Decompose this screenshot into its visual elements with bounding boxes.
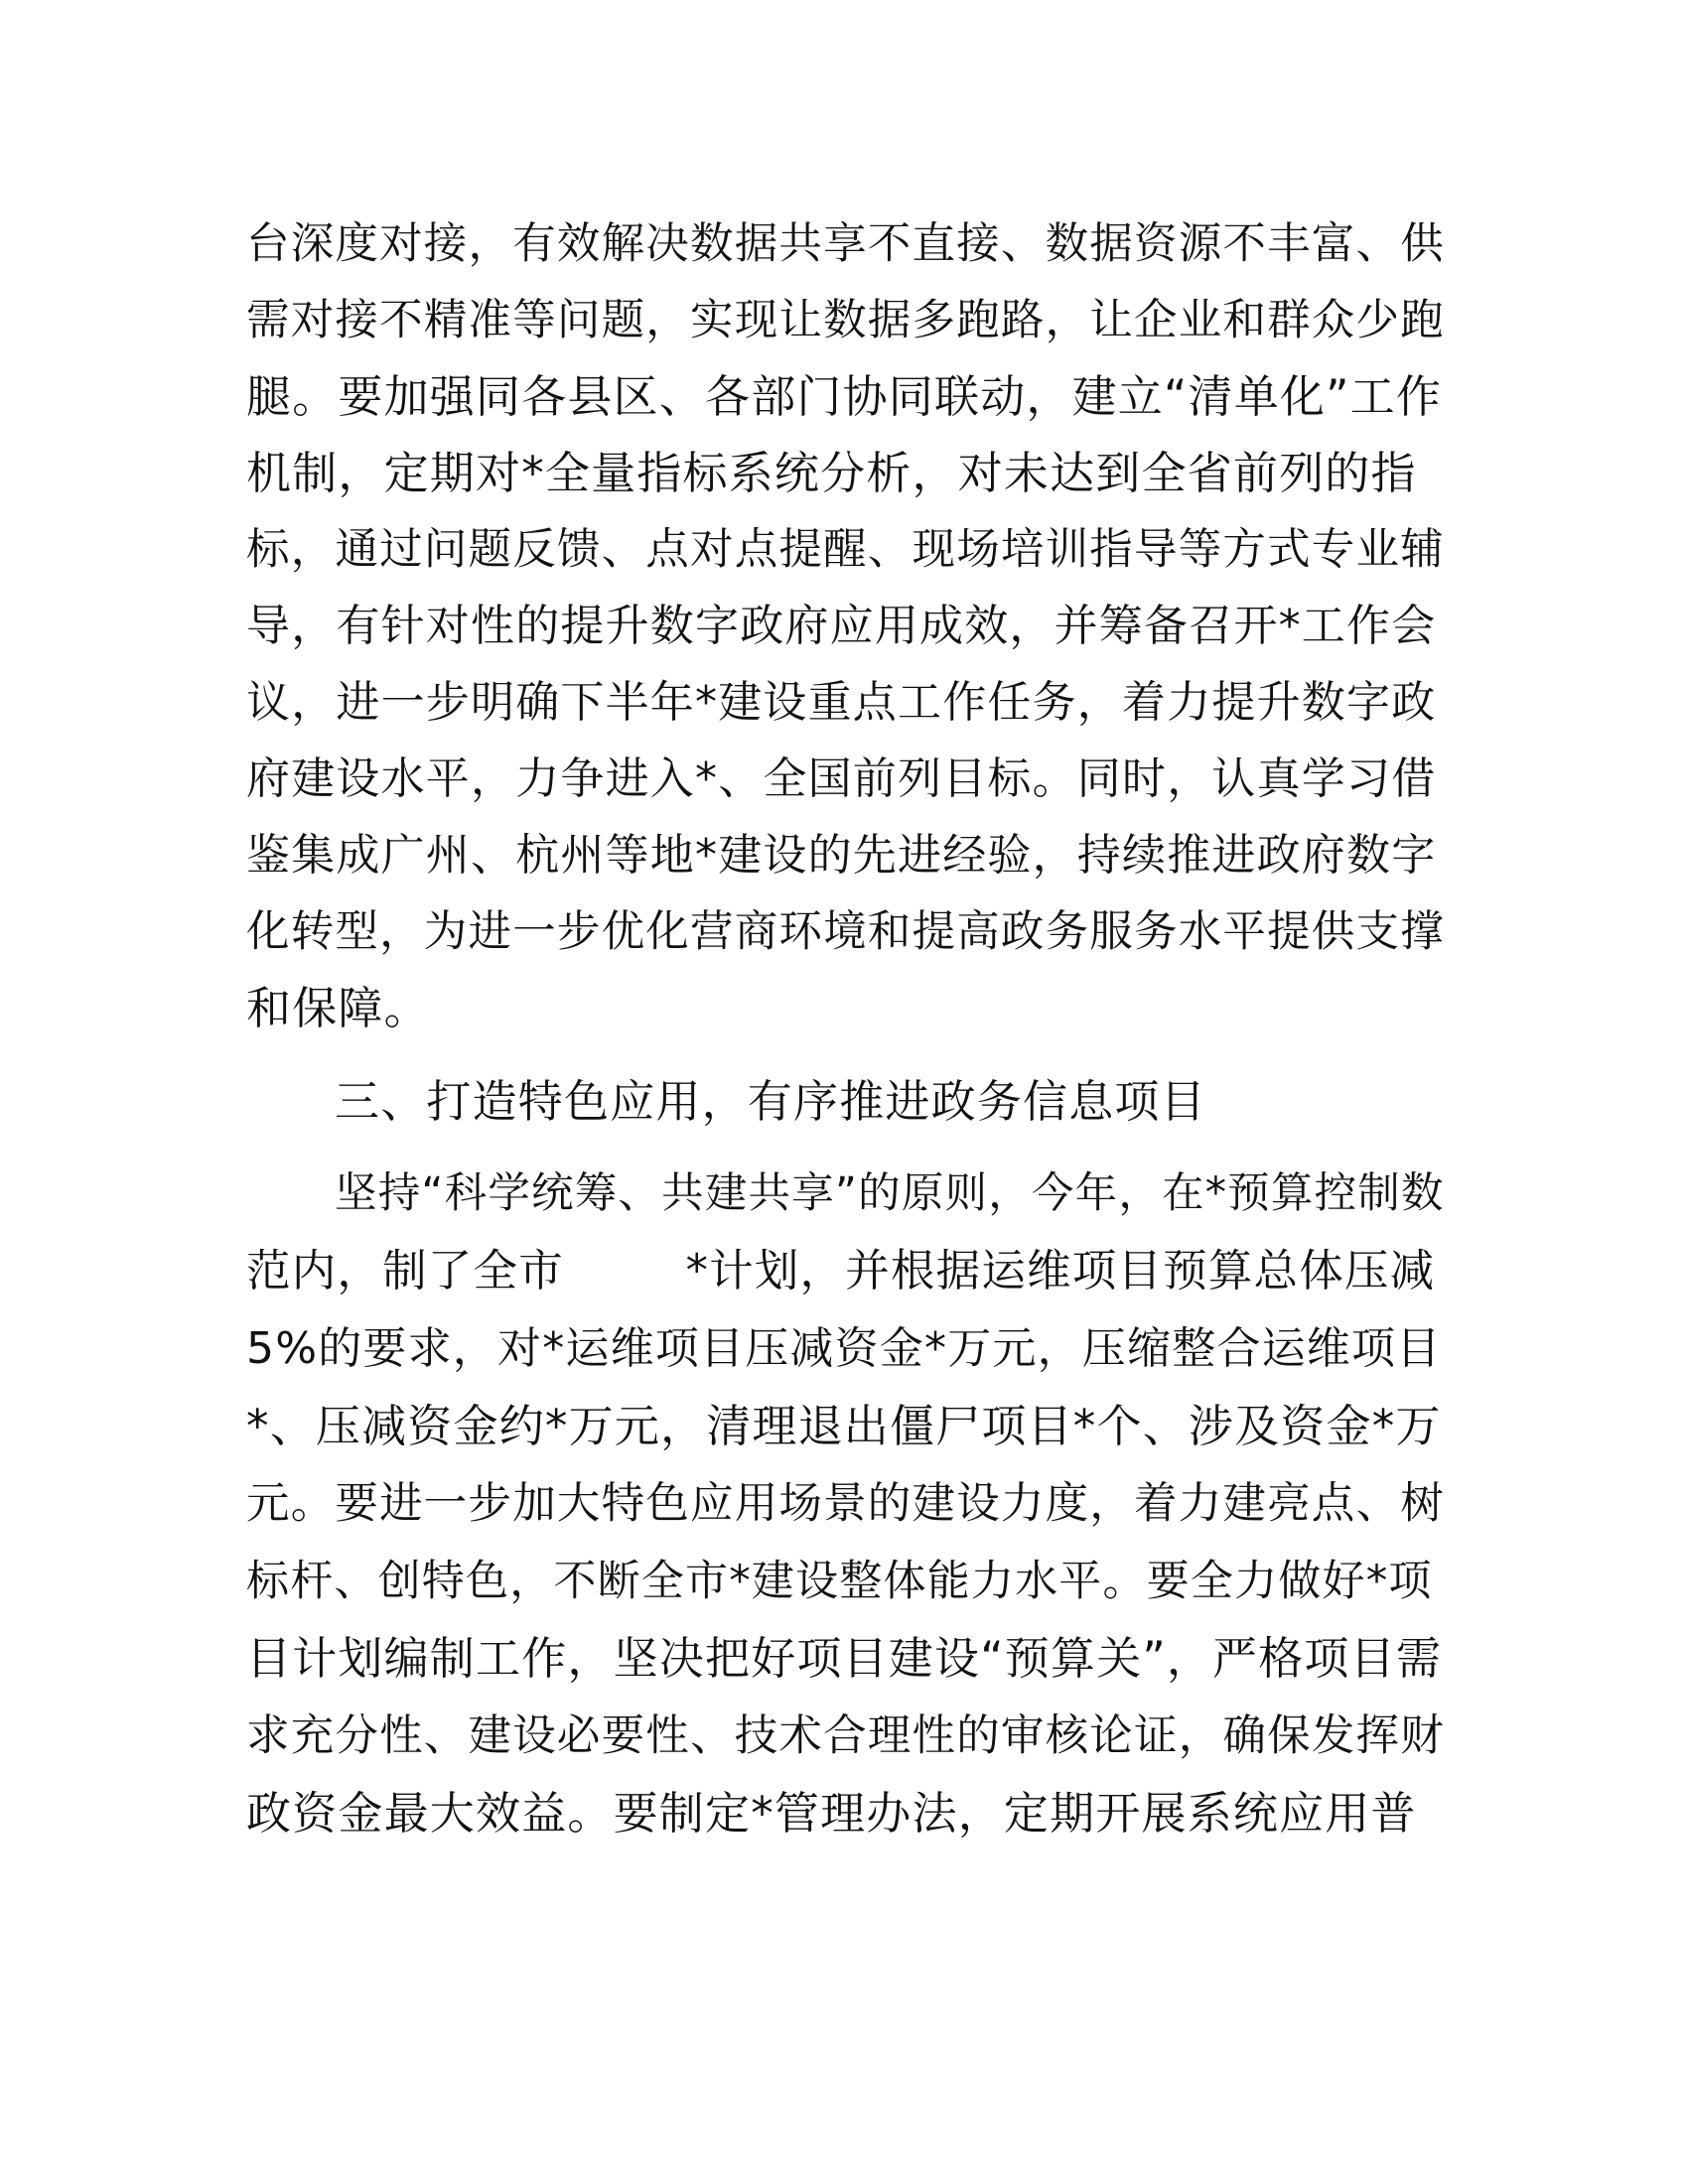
paragraph-2-line-3: 5%的要求，对*运维项目压减资金*万元，压缩整合运维项目 xyxy=(246,1323,1442,1374)
paragraph-2-line-2: 范内，制了全市 *计划，并根据运维项目预算总体压减 xyxy=(246,1246,1436,1297)
paragraph-2-line-1: 坚持“科学统筹、共建共享”的原则，今年，在*预算控制数 xyxy=(335,1169,1445,1218)
paragraph-1-line-1: 台深度对接，有效解决数据共享不直接、数据资源不丰富、供 xyxy=(246,219,1445,269)
paragraph-1-line-5: 标，通过问题反馈、点对点提醒、现场培训指导等方式专业辅 xyxy=(246,525,1445,575)
paragraph-1-line-7: 议，进一步明确下半年*建设重点工作任务，着力提升数字政 xyxy=(246,677,1437,728)
section-heading: 三、打造特色应用，有序推进政务信息项目 xyxy=(335,1075,1206,1128)
paragraph-2-line-6: 标杆、创特色，不断全市*建设整体能力水平。要全力做好*项 xyxy=(246,1557,1433,1606)
paragraph-2-line-7: 目计划编制工作，坚决把好项目建设“预算关”，严格项目需 xyxy=(246,1632,1443,1685)
paragraph-2-line-9: 政资金最大效益。要制定*管理办法，定期开展系统应用普 xyxy=(246,1787,1417,1840)
paragraph-1-line-4: 机制，定期对*全量指标系统分析，对未达到全省前列的指 xyxy=(246,447,1417,499)
paragraph-2-line-4: *、压减资金约*万元，清理退出僵尸项目*个、涉及资金*万 xyxy=(246,1400,1442,1452)
paragraph-1-line-3: 腿。要加强同各县区、各部门协同联动，建立“清单化”工作 xyxy=(246,370,1443,423)
paragraph-1-line-2: 需对接不精准等问题，实现让数据多跑路，让企业和群众少跑 xyxy=(246,296,1445,345)
paragraph-1-line-10: 化转型，为进一步优化营商环境和提高政务服务水平提供支撑 xyxy=(246,907,1445,957)
paragraph-1-line-9: 鉴集成广州、杭州等地*建设的先进经验，持续推进政府数字 xyxy=(246,830,1437,881)
paragraph-1-line-11: 和保障。 xyxy=(246,982,430,1034)
paragraph-1-line-6: 导，有针对性的提升数字政府应用成效，并筹备召开*工作会 xyxy=(246,601,1437,651)
paragraph-2-line-5: 元。要进一步加大特色应用场景的建设力度，着力建亮点、树 xyxy=(246,1479,1445,1529)
paragraph-1-line-8: 府建设水平，力争进入*、全国前列目标。同时，认真学习借 xyxy=(246,753,1437,804)
paragraph-2-line-8: 求充分性、建设必要性、技术合理性的审核论证，确保发挥财 xyxy=(246,1711,1445,1761)
